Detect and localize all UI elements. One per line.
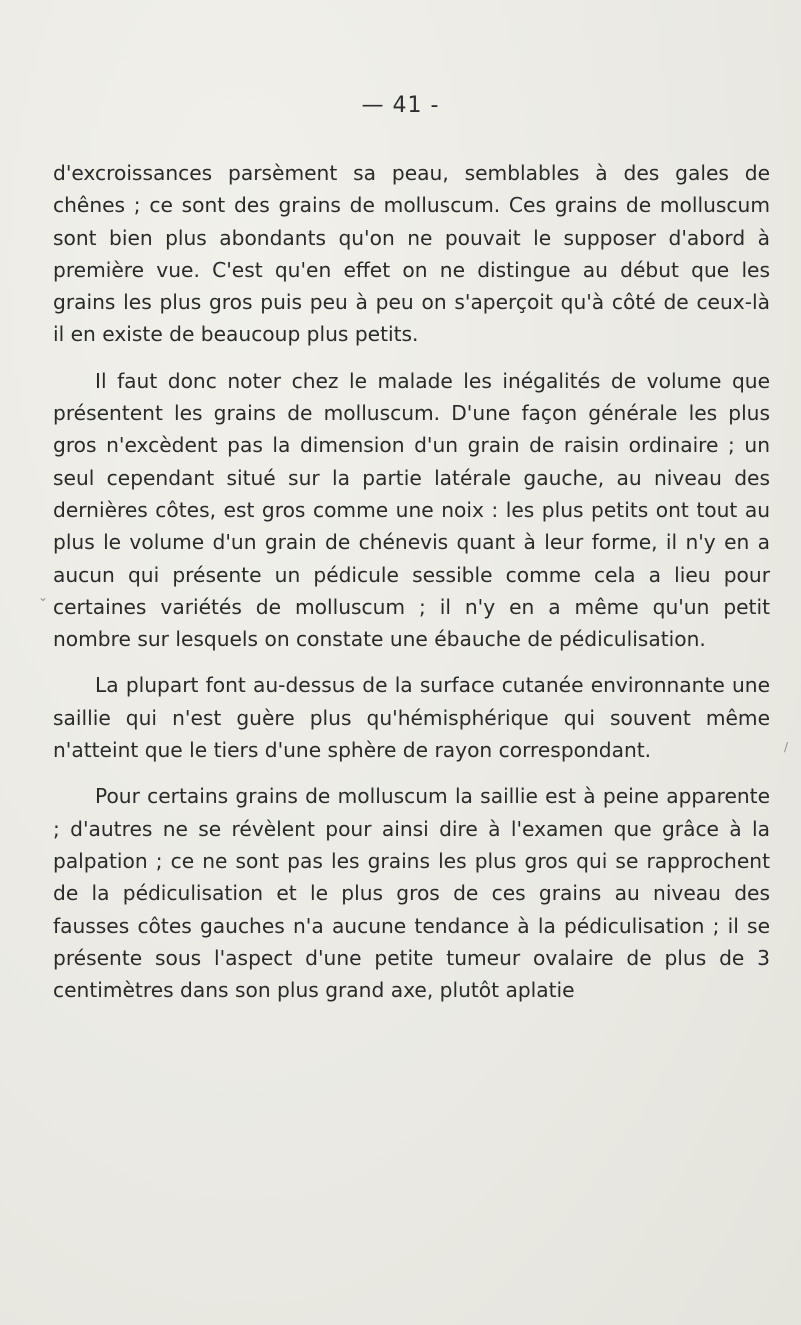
paragraph-1: d'excroissances parsèment sa peau, semblables à des gales de chênes ; ce sont des grains de molluscum. Ces grains de molluscum sont bien plus abondants qu'on ne pouvait le supposer d'abord à première vue. C'est qu'en effet on ne distingue au début que les grains les plus gros puis peu à peu on s'aperçoit qu'à côté de ceux-là il en existe de beaucoup plus petits. bbox=[53, 161, 770, 347]
paragraph-3: La plupart font au-dessus de la surface cutanée environnante une saillie qui n'est guère plus qu'hémisphérique qui souvent même n'atteint que le tiers d'une sphère de rayon correspondant. bbox=[53, 673, 770, 763]
paragraph-2: Il faut donc noter chez le malade les inégalités de volume que présentent les grains de molluscum. D'une façon générale les plus gros n'excèdent pas la dimension d'un grain de raisin ordinaire ; un seul cependant situé sur la partie latérale gauche, au niveau des dernières côtes, est gros comme une noix : les plus petits ont tout au plus le volume d'un grain de chénevis quant à leur forme, il n'y en a aucun qui présente un pédicule sessible comme cela a lieu pour certaines variétés de molluscum ; il n'y en a même qu'un petit nombre sur lesquels on constate une ébauche de pédiculisation. bbox=[53, 368, 770, 652]
scan-mark: / bbox=[784, 740, 789, 754]
body-text bbox=[53, 157, 770, 1006]
paragraph-4: Pour certains grains de molluscum la saillie est à peine apparente ; d'autres ne se révèlent pour ainsi dire à l'examen que grâce à la palpation ; ce ne sont pas les grains les plus gros qui se rapprochent de la pédiculisation et le plus gros de ces grains au niveau des fausses côtes gauches n'a aucune tendance à la pédiculisation ; il se présente sous l'aspect d'une petite tumeur ovalaire de plus de 3 centimètres dans son plus grand axe, plutôt aplatie bbox=[53, 784, 770, 1003]
scan-mark: ⌄ bbox=[38, 590, 49, 604]
page-number: — 41 - bbox=[361, 93, 440, 118]
